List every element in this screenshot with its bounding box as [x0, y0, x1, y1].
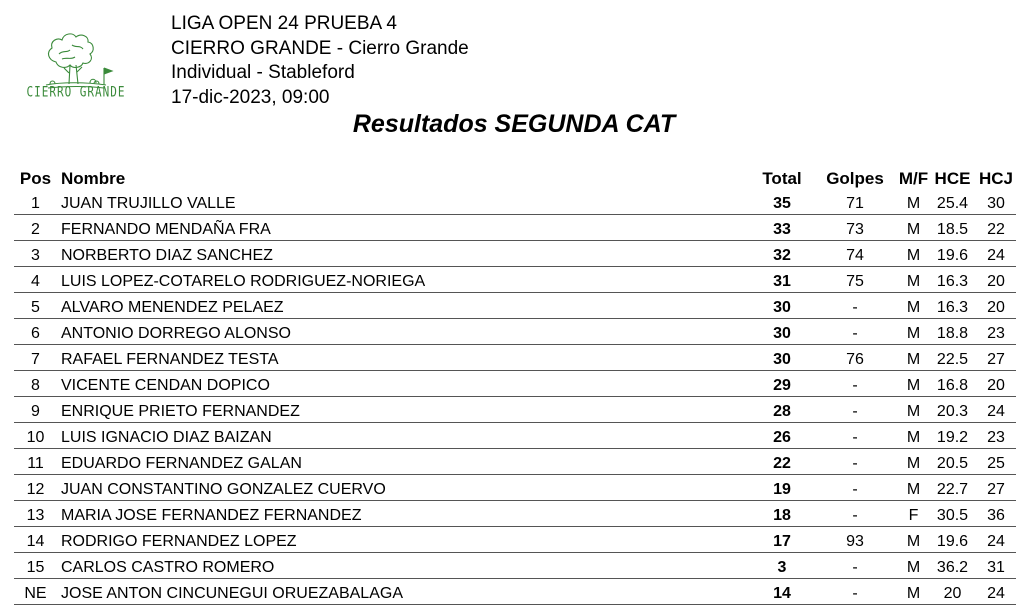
player-name-cell: VICENTE CENDAN DOPICO [57, 371, 752, 397]
table-row [14, 397, 1016, 423]
table-row [14, 501, 1016, 527]
gender-cell: M [898, 423, 929, 449]
gender-cell: M [898, 579, 929, 605]
total-points-cell: 28 [752, 397, 812, 423]
hcj-cell: 23 [976, 319, 1016, 345]
table-row [14, 241, 1016, 267]
player-name-cell: ALVARO MENENDEZ PELAEZ [57, 293, 752, 319]
table-row [14, 553, 1016, 579]
position-cell: 9 [14, 397, 57, 423]
total-points-cell: 35 [752, 189, 812, 215]
table-row [14, 345, 1016, 371]
strokes-cell: 75 [812, 267, 898, 293]
total-points-cell: 22 [752, 449, 812, 475]
hcj-cell: 24 [976, 397, 1016, 423]
player-name-cell: RODRIGO FERNANDEZ LOPEZ [57, 527, 752, 553]
position-cell: 6 [14, 319, 57, 345]
position-cell: 11 [14, 449, 57, 475]
player-name-cell: ANTONIO DORREGO ALONSO [57, 319, 752, 345]
competition-name: LIGA OPEN 24 PRUEBA 4 [171, 13, 397, 34]
position-cell: 2 [14, 215, 57, 241]
gender-cell: M [898, 293, 929, 319]
strokes-cell: - [812, 371, 898, 397]
hce-cell: 16.8 [929, 371, 976, 397]
table-row [14, 475, 1016, 501]
table-row [14, 423, 1016, 449]
hce-cell: 22.5 [929, 345, 976, 371]
player-name-cell: ENRIQUE PRIETO FERNANDEZ [57, 397, 752, 423]
game-format: Individual - Stableford [171, 62, 355, 83]
player-name-cell: MARIA JOSE FERNANDEZ FERNANDEZ [57, 501, 752, 527]
table-row [14, 215, 1016, 241]
total-points-cell: 19 [752, 475, 812, 501]
hce-cell: 16.3 [929, 267, 976, 293]
hce-cell: 18.8 [929, 319, 976, 345]
position-cell: 5 [14, 293, 57, 319]
strokes-cell: - [812, 397, 898, 423]
gender-cell: M [898, 371, 929, 397]
position-cell: 7 [14, 345, 57, 371]
gender-cell: M [898, 241, 929, 267]
total-points-cell: 3 [752, 553, 812, 579]
hcj-cell: 27 [976, 345, 1016, 371]
hcj-cell: 23 [976, 423, 1016, 449]
table-row [14, 579, 1016, 605]
position-cell: 12 [14, 475, 57, 501]
hcj-cell: 31 [976, 553, 1016, 579]
hce-cell: 25.4 [929, 189, 976, 215]
position-cell: 3 [14, 241, 57, 267]
hce-cell: 18.5 [929, 215, 976, 241]
hcj-cell: 24 [976, 241, 1016, 267]
total-points-cell: 17 [752, 527, 812, 553]
total-points-cell: 26 [752, 423, 812, 449]
hcj-cell: 20 [976, 267, 1016, 293]
table-row [14, 189, 1016, 215]
hcj-cell: 24 [976, 527, 1016, 553]
player-name-cell: FERNANDO MENDAÑA FRA [57, 215, 752, 241]
event-header [171, 12, 469, 110]
col-hcj-header: HCJ [978, 169, 1013, 188]
col-total-header: Total [762, 169, 802, 188]
total-points-cell: 14 [752, 579, 812, 605]
table-row [14, 267, 1016, 293]
strokes-cell: - [812, 475, 898, 501]
hce-cell: 19.2 [929, 423, 976, 449]
strokes-cell: - [812, 293, 898, 319]
position-cell: NE [14, 579, 57, 605]
gender-cell: M [898, 189, 929, 215]
gender-cell: M [898, 553, 929, 579]
results-body [14, 189, 1016, 605]
strokes-cell: - [812, 501, 898, 527]
gender-cell: M [898, 397, 929, 423]
player-name-cell: JUAN TRUJILLO VALLE [57, 189, 752, 215]
col-hce-header: HCE [934, 169, 971, 188]
player-name-cell: LUIS IGNACIO DIAZ BAIZAN [57, 423, 752, 449]
player-name-cell: LUIS LOPEZ-COTARELO RODRIGUEZ-NORIEGA [57, 267, 752, 293]
total-points-cell: 31 [752, 267, 812, 293]
strokes-cell: - [812, 423, 898, 449]
player-name-cell: RAFAEL FERNANDEZ TESTA [57, 345, 752, 371]
col-pos-header: Pos [19, 169, 52, 188]
gender-cell: M [898, 215, 929, 241]
gender-cell: M [898, 319, 929, 345]
table-row [14, 319, 1016, 345]
hce-cell: 22.7 [929, 475, 976, 501]
hce-cell: 36.2 [929, 553, 976, 579]
hce-cell: 16.3 [929, 293, 976, 319]
hcj-cell: 25 [976, 449, 1016, 475]
hce-cell: 19.6 [929, 241, 976, 267]
table-row [14, 371, 1016, 397]
player-name-cell: NORBERTO DIAZ SANCHEZ [57, 241, 752, 267]
total-points-cell: 33 [752, 215, 812, 241]
total-points-cell: 30 [752, 345, 812, 371]
position-cell: 14 [14, 527, 57, 553]
position-cell: 13 [14, 501, 57, 527]
hce-cell: 20.3 [929, 397, 976, 423]
hcj-cell: 36 [976, 501, 1016, 527]
col-mf-header: M/F [898, 169, 929, 188]
position-cell: 4 [14, 267, 57, 293]
table-row [14, 449, 1016, 475]
gender-cell: F [898, 501, 929, 527]
gender-cell: M [898, 527, 929, 553]
table-row [14, 293, 1016, 319]
results-title: Resultados SEGUNDA CAT [352, 110, 676, 138]
event-date: 17-dic-2023, 09:00 [171, 86, 330, 108]
results-table [14, 166, 1016, 605]
position-cell: 15 [14, 553, 57, 579]
player-name-cell: EDUARDO FERNANDEZ GALAN [57, 449, 752, 475]
strokes-cell: 71 [812, 189, 898, 215]
hcj-cell: 20 [976, 293, 1016, 319]
hcj-cell: 27 [976, 475, 1016, 501]
strokes-cell: - [812, 553, 898, 579]
hce-cell: 20 [929, 579, 976, 605]
col-golpes-header: Golpes [826, 169, 884, 188]
player-name-cell: JOSE ANTON CINCUNEGUI ORUEZABALAGA [57, 579, 752, 605]
total-points-cell: 30 [752, 319, 812, 345]
strokes-cell: 93 [812, 527, 898, 553]
strokes-cell: - [812, 319, 898, 345]
total-points-cell: 30 [752, 293, 812, 319]
position-cell: 1 [14, 189, 57, 215]
total-points-cell: 32 [752, 241, 812, 267]
gender-cell: M [898, 345, 929, 371]
strokes-cell: 74 [812, 241, 898, 267]
hcj-cell: 24 [976, 579, 1016, 605]
hce-cell: 30.5 [929, 501, 976, 527]
col-name-header: Nombre [61, 169, 126, 188]
position-cell: 8 [14, 371, 57, 397]
hcj-cell: 22 [976, 215, 1016, 241]
logo-text: CIERRO GRANDE [26, 84, 126, 101]
total-points-cell: 29 [752, 371, 812, 397]
player-name-cell: CARLOS CASTRO ROMERO [57, 553, 752, 579]
strokes-cell: - [812, 449, 898, 475]
hcj-cell: 30 [976, 189, 1016, 215]
hcj-cell: 20 [976, 371, 1016, 397]
hce-cell: 20.5 [929, 449, 976, 475]
hce-cell: 19.6 [929, 527, 976, 553]
strokes-cell: 73 [812, 215, 898, 241]
player-name-cell: JUAN CONSTANTINO GONZALEZ CUERVO [57, 475, 752, 501]
course-name: CIERRO GRANDE - Cierro Grande [171, 37, 469, 59]
position-cell: 10 [14, 423, 57, 449]
gender-cell: M [898, 267, 929, 293]
gender-cell: M [898, 449, 929, 475]
gender-cell: M [898, 475, 929, 501]
strokes-cell: - [812, 579, 898, 605]
total-points-cell: 18 [752, 501, 812, 527]
strokes-cell: 76 [812, 345, 898, 371]
table-row [14, 527, 1016, 553]
table-header-row [14, 166, 1016, 189]
